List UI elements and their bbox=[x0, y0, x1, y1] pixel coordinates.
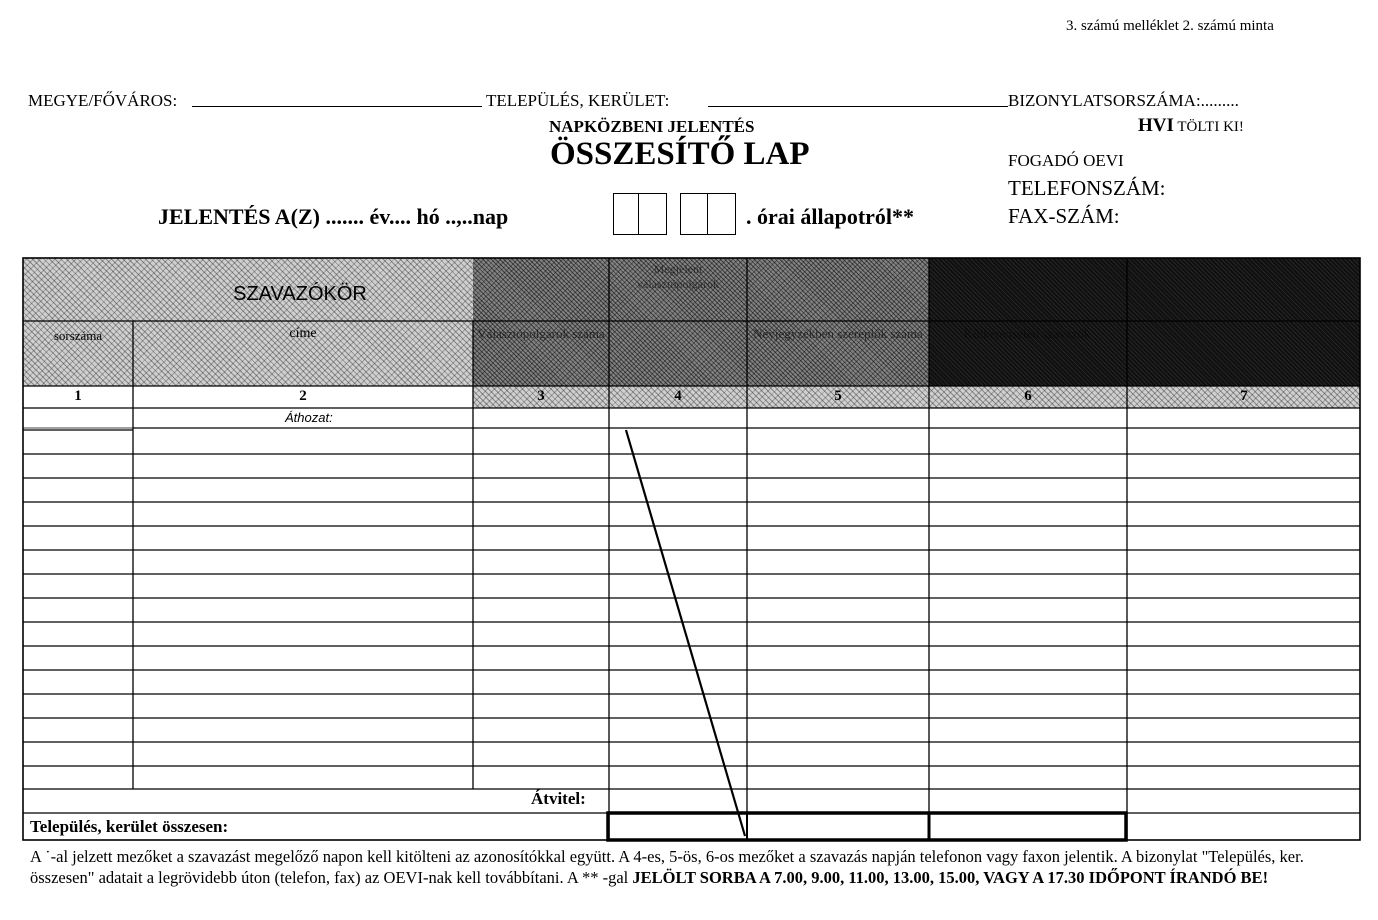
hvi-note-rest: TÖLTI KI! bbox=[1173, 119, 1244, 135]
hvi-note bbox=[1138, 115, 1244, 137]
report-time-suffix: . órai állapotról** bbox=[746, 204, 915, 229]
col-header-voters: Választópolgárok száma bbox=[477, 326, 605, 341]
carry-out-label: Átvitel: bbox=[531, 789, 586, 808]
carry-in-label: Áthozat: bbox=[285, 410, 333, 425]
minute-digit-box-2[interactable] bbox=[707, 193, 736, 235]
county-label: MEGYE/FŐVÁROS: bbox=[28, 91, 178, 110]
column-number: 4 bbox=[674, 388, 682, 404]
col-header-appeared: Megjelent választópolgárok bbox=[637, 262, 719, 291]
group-header-polling-station: SZAVAZÓKÖR bbox=[233, 283, 367, 305]
column-number: 2 bbox=[299, 388, 307, 404]
column-number: 3 bbox=[537, 388, 545, 404]
appendix-label: 3. számú melléklet 2. számú minta bbox=[1066, 18, 1274, 34]
phone-label: TELEFONSZÁM: bbox=[1008, 176, 1166, 200]
hvi-label: HVI bbox=[1138, 115, 1174, 136]
column-number: 1 bbox=[74, 388, 82, 404]
settlement-label: TELEPÜLÉS, KERÜLET: bbox=[486, 91, 670, 110]
receiving-office-label: FOGADÓ OEVI bbox=[1008, 151, 1124, 170]
header-shade-right bbox=[929, 258, 1360, 386]
settlement-fill-line[interactable] bbox=[708, 106, 1008, 107]
doc-number-label: BIZONYLATSORSZÁMA:......... bbox=[1008, 91, 1239, 110]
footer-text-normal: A ˙-al jelzett mezőket a szavazást megelőző napon kell kitölteni az azonosítókkal együtt. A 4-es, 5-ös, 6-os mezőket a szavazás napján telefonon vagy faxon jelentik. A bizonylat "Település, ker. összesen" adatait a legrövidebb úton (telefon, fax) az OEVI-nak kell továbbítani. A ** -gal bbox=[30, 847, 1304, 887]
total-label: Település, kerület összesen: bbox=[30, 817, 229, 836]
report-subtitle: NAPKÖZBENI JELENTÉS bbox=[549, 117, 755, 136]
footer-instructions bbox=[30, 846, 1350, 888]
header-shade-left bbox=[23, 258, 473, 386]
col-header-registered: Névjegyzékben szereplők száma bbox=[753, 326, 923, 341]
minute-digit-box-1[interactable] bbox=[680, 193, 709, 235]
column-number: 7 bbox=[1240, 388, 1248, 404]
column-number: 5 bbox=[834, 388, 842, 404]
footer-text-bold: JELÖLT SORBA A 7.00, 9.00, 11.00, 13.00, 15.00, VAGY A 17.30 IDŐPONT ÍRANDÓ BE! bbox=[632, 868, 1269, 887]
page-title: ÖSSZESÍTŐ LAP bbox=[550, 136, 810, 172]
hour-digit-box-1[interactable] bbox=[613, 193, 640, 235]
col-header-number: sorszáma bbox=[53, 328, 103, 343]
col-header-address: címe bbox=[289, 326, 317, 341]
hour-digit-box-2[interactable] bbox=[638, 193, 667, 235]
county-fill-line[interactable] bbox=[192, 106, 482, 107]
col-header-abroad: Külképviseleti szavazók bbox=[963, 326, 1091, 341]
column-number: 6 bbox=[1024, 388, 1032, 404]
fax-label: FAX-SZÁM: bbox=[1008, 204, 1120, 228]
col-number-clear bbox=[609, 388, 610, 389]
report-date-line: JELENTÉS A(Z) ....... év.... hó ..,..nap bbox=[158, 204, 509, 229]
